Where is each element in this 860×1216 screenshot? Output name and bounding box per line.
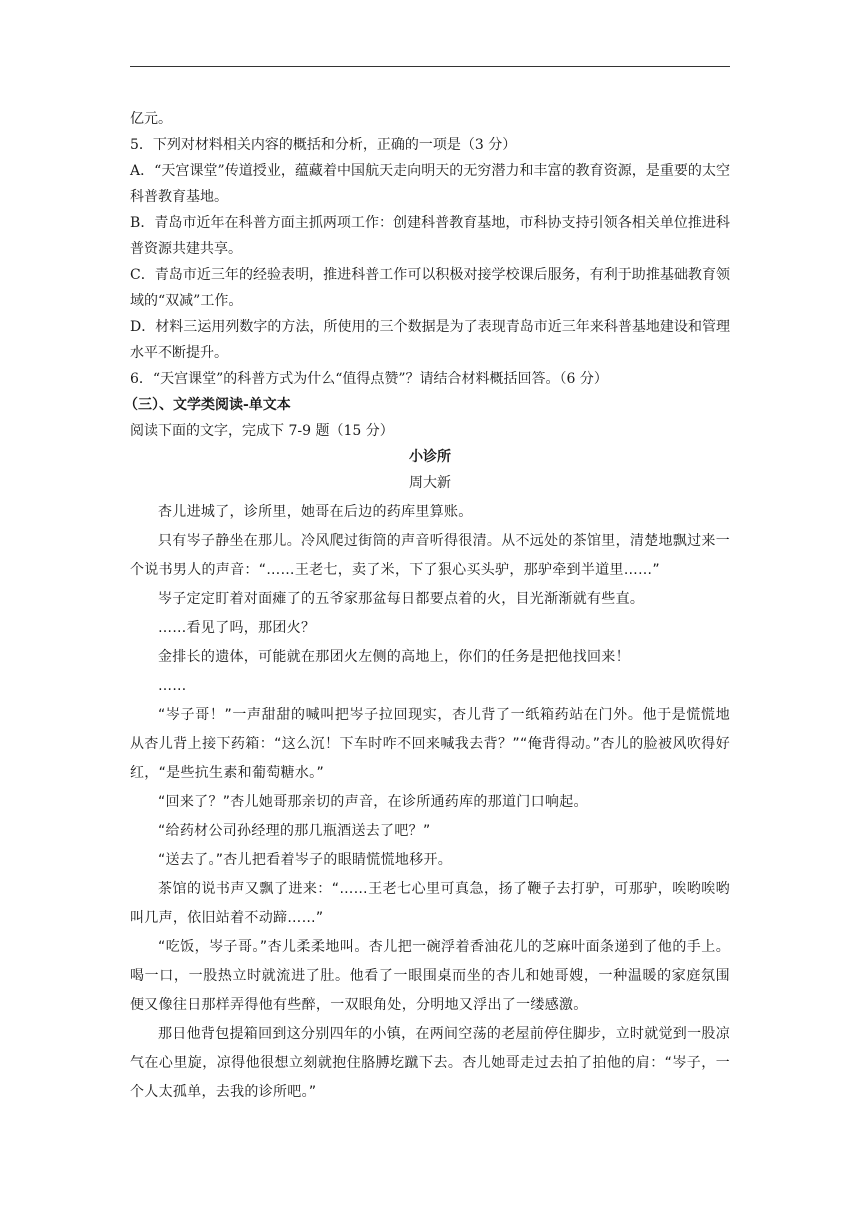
reading-instruction: 阅读下面的文字，完成下 7-9 题（15 分） bbox=[130, 423, 394, 439]
story-body bbox=[130, 498, 730, 1107]
story-paragraph: 那日他背包提箱回到这分别四年的小镇，在两间空荡的老屋前停住脚步，立时就觉到一股凉气在心里旋，凉得他很想立刻就抱住胳膊圪蹴下去。杏儿她哥走过去拍了拍他的肩：“岑子，一个人太孤单，去我的诊所吧。” bbox=[130, 1026, 730, 1100]
story-paragraph: 金排长的遗体，可能就在那团火左侧的高地上，你们的任务是把他找回来！ bbox=[158, 649, 630, 665]
text-line: 亿元。 bbox=[130, 111, 172, 127]
story-paragraph: “吃饭，岑子哥。”杏儿柔柔地叫。杏儿把一碗浮着香油花儿的芝麻叶面条递到了他的手上。喝一口，一股热立时就流进了肚。他看了一眼围桌而坐的杏儿和她哥嫂，一种温暖的家庭氛围便又像往日那样弄得他有些醉，一双眼角处，分明地又浮出了一缕感激。 bbox=[130, 939, 730, 1013]
story-paragraph: “给药材公司孙经理的那几瓶酒送去了吧？” bbox=[158, 823, 431, 839]
option-b: B．青岛市近年在科普方面主抓两项工作：创建科普教育基地，市科协支持引领各相关单位推进科普资源共建共享。 bbox=[130, 215, 730, 257]
story-paragraph: “送去了。”杏儿把看着岑子的眼睛慌慌地移开。 bbox=[158, 852, 453, 868]
question-6: 6．“天宫课堂”的科普方式为什么“值得点赞”？请结合材料概括回答。（6 分） bbox=[130, 371, 608, 387]
section-heading: （三）、文学类阅读-单文本 bbox=[124, 397, 291, 413]
option-c: C．青岛市近三年的经验表明，推进科普工作可以积极对接学校课后服务，有利于助推基础教育领域的“双减”工作。 bbox=[130, 267, 730, 309]
story-paragraph: 茶馆的说书声又飘了进来：“……王老七心里可真急，扬了鞭子去打驴，可那驴，唉哟唉哟叫几声，依旧站着不动蹄……” bbox=[130, 881, 730, 926]
option-a: A．“天宫课堂”传道授业，蕴藏着中国航天走向明天的无穷潜力和丰富的教育资源，是重要的太空科普教育基地。 bbox=[130, 163, 730, 205]
story-paragraph: ……看见了吗，那团火？ bbox=[158, 620, 316, 636]
story-paragraph: 岑子定定盯着对面瘫了的五爷家那盆每日都要点着的火，目光渐渐就有些直。 bbox=[158, 591, 645, 607]
page-content bbox=[124, 106, 730, 1107]
story-paragraph: “岑子哥！”一声甜甜的喊叫把岑子拉回现实，杏儿背了一纸箱药站在门外。他于是慌慌地从杏儿背上接下药箱：“这么沉！下车时咋不回来喊我去背？”“俺背得动。”杏儿的脸被风吹得好红，“是些抗生素和葡萄糖水。” bbox=[130, 707, 730, 781]
story-author: 周大新 bbox=[409, 475, 451, 491]
option-d: D．材料三运用列数字的方法，所使用的三个数据是为了表现青岛市近三年来科普基地建设和管理水平不断提升。 bbox=[130, 319, 730, 361]
story-paragraph: “回来了？”杏儿她哥那亲切的声音，在诊所通药库的那道门口响起。 bbox=[158, 794, 588, 810]
story-paragraph: 杏儿进城了，诊所里，她哥在后边的药库里算账。 bbox=[158, 504, 473, 520]
question-5: 5．下列对材料相关内容的概括和分析，正确的一项是（3 分） bbox=[130, 137, 517, 153]
story-paragraph: …… bbox=[158, 678, 187, 694]
story-paragraph: 只有岑子静坐在那儿。冷风爬过街筒的声音听得很清。从不远处的茶馆里，清楚地飘过来一个说书男人的声音：“……王老七，卖了米，下了狠心买头驴，那驴牵到半道里……” bbox=[130, 533, 730, 578]
story-title: 小诊所 bbox=[409, 449, 451, 465]
header-rule bbox=[130, 66, 730, 67]
